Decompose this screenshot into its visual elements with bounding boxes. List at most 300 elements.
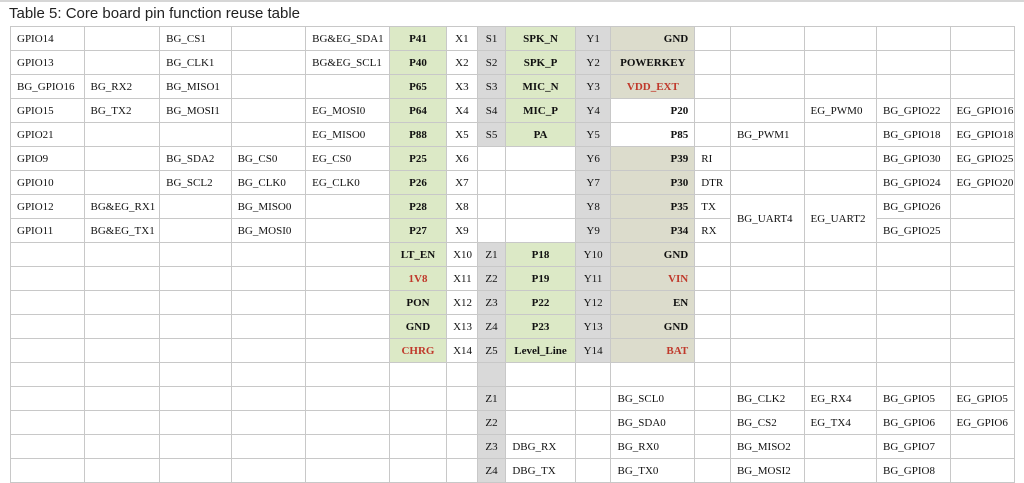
- table-cell: CHRG: [389, 339, 446, 363]
- table-cell: [84, 171, 160, 195]
- table-cell: DTR: [695, 171, 731, 195]
- table-cell: [695, 387, 731, 411]
- table-cell: [389, 363, 446, 387]
- table-cell: [877, 291, 951, 315]
- table-cell: [160, 435, 231, 459]
- table-cell: [84, 51, 160, 75]
- table-cell: [231, 315, 306, 339]
- table-row: [11, 411, 1015, 435]
- table-cell: Z4: [477, 459, 506, 483]
- table-cell: BG_SCL0: [611, 387, 695, 411]
- table-cell: [84, 243, 160, 267]
- table-cell: [730, 51, 804, 75]
- table-cell: P25: [389, 147, 446, 171]
- table-cell: BG_MISO2: [730, 435, 804, 459]
- table-cell: Z5: [477, 339, 506, 363]
- table-cell: BG_TX0: [611, 459, 695, 483]
- table-cell: DBG_RX: [506, 435, 575, 459]
- table-cell: P39: [611, 147, 695, 171]
- table-cell: EG_GPIO25: [950, 147, 1014, 171]
- table-cell: [84, 411, 160, 435]
- table-cell: [730, 315, 804, 339]
- table-cell: [11, 243, 85, 267]
- table-cell: [231, 99, 306, 123]
- table-cell: [695, 291, 731, 315]
- table-row: [11, 315, 1015, 339]
- table-cell: [804, 75, 877, 99]
- table-row: [11, 195, 1015, 219]
- table-cell: [804, 123, 877, 147]
- table-cell: [447, 435, 478, 459]
- table-cell: BG_TX2: [84, 99, 160, 123]
- table-cell: [575, 363, 611, 387]
- top-divider: [0, 0, 1024, 2]
- table-cell: P26: [389, 171, 446, 195]
- table-cell: [84, 123, 160, 147]
- table-cell: X4: [447, 99, 478, 123]
- table-cell: [84, 147, 160, 171]
- table-row: [11, 267, 1015, 291]
- table-cell: BG_GPIO5: [877, 387, 951, 411]
- table-cell: Z1: [477, 387, 506, 411]
- table-cell: [877, 75, 951, 99]
- table-cell: [950, 315, 1014, 339]
- table-cell: BG_SDA0: [611, 411, 695, 435]
- table-cell: P41: [389, 27, 446, 51]
- table-cell: Y3: [575, 75, 611, 99]
- table-cell: Y1: [575, 27, 611, 51]
- table-row: [11, 435, 1015, 459]
- table-cell: [160, 219, 231, 243]
- table-cell: [160, 339, 231, 363]
- table-cell: [950, 219, 1014, 243]
- table-cell: Y9: [575, 219, 611, 243]
- table-cell: [730, 147, 804, 171]
- table-cell: [877, 267, 951, 291]
- table-cell: [306, 411, 390, 435]
- table-cell: P18: [506, 243, 575, 267]
- table-cell: EG_GPIO5: [950, 387, 1014, 411]
- table-cell: POWERKEY: [611, 51, 695, 75]
- table-cell: [804, 27, 877, 51]
- table-cell: [695, 75, 731, 99]
- table-row: [11, 51, 1015, 75]
- table-cell: BG_GPIO8: [877, 459, 951, 483]
- table-cell: [950, 243, 1014, 267]
- table-cell: [877, 51, 951, 75]
- table-cell: [950, 267, 1014, 291]
- table-cell: X6: [447, 147, 478, 171]
- table-cell: [477, 195, 506, 219]
- table-cell: [730, 75, 804, 99]
- table-cell: S3: [477, 75, 506, 99]
- table-cell: Y14: [575, 339, 611, 363]
- table-cell: [306, 243, 390, 267]
- table-cell: BG_GPIO18: [877, 123, 951, 147]
- table-cell: P88: [389, 123, 446, 147]
- table-cell: [877, 339, 951, 363]
- table-cell: [695, 435, 731, 459]
- table-cell: SPK_N: [506, 27, 575, 51]
- table-cell: [231, 411, 306, 435]
- table-cell: [950, 27, 1014, 51]
- table-cell: [695, 27, 731, 51]
- table-cell: [11, 387, 85, 411]
- table-cell: P19: [506, 267, 575, 291]
- table-cell: EG_CLK0: [306, 171, 390, 195]
- table-cell: [231, 339, 306, 363]
- table-cell: [695, 315, 731, 339]
- table-cell: EG_TX4: [804, 411, 877, 435]
- table-cell: [695, 99, 731, 123]
- table-row: [11, 147, 1015, 171]
- table-cell: Y8: [575, 195, 611, 219]
- table-cell: BG_GPIO16: [11, 75, 85, 99]
- table-cell: [160, 387, 231, 411]
- table-cell: MIC_N: [506, 75, 575, 99]
- table-cell: [389, 435, 446, 459]
- table-cell: GPIO21: [11, 123, 85, 147]
- table-row: [11, 339, 1015, 363]
- table-cell: [11, 411, 85, 435]
- table-cell: BG_RX0: [611, 435, 695, 459]
- table-cell: [804, 339, 877, 363]
- table-cell: BG_SCL2: [160, 171, 231, 195]
- table-cell: BG_GPIO6: [877, 411, 951, 435]
- table-cell: X8: [447, 195, 478, 219]
- table-row: [11, 291, 1015, 315]
- table-cell: [231, 291, 306, 315]
- table-cell: Z3: [477, 435, 506, 459]
- table-cell: Y2: [575, 51, 611, 75]
- table-cell: BG_GPIO7: [877, 435, 951, 459]
- table-cell: [730, 243, 804, 267]
- table-cell: [231, 51, 306, 75]
- table-cell: GND: [611, 243, 695, 267]
- table-cell: X3: [447, 75, 478, 99]
- table-cell: [306, 267, 390, 291]
- table-cell: X9: [447, 219, 478, 243]
- table-cell: P35: [611, 195, 695, 219]
- table-cell: [306, 75, 390, 99]
- table-cell: [506, 411, 575, 435]
- table-cell: [804, 267, 877, 291]
- table-cell: X12: [447, 291, 478, 315]
- table-row: [11, 99, 1015, 123]
- table-cell: [804, 51, 877, 75]
- table-cell: [231, 387, 306, 411]
- table-cell: BG&EG_TX1: [84, 219, 160, 243]
- table-cell: Y5: [575, 123, 611, 147]
- table-cell: GPIO10: [11, 171, 85, 195]
- table-cell: [950, 435, 1014, 459]
- table-cell: Z3: [477, 291, 506, 315]
- table-cell: P28: [389, 195, 446, 219]
- table-cell: [11, 363, 85, 387]
- table-cell: [695, 363, 731, 387]
- table-cell: [695, 123, 731, 147]
- table-cell: BAT: [611, 339, 695, 363]
- table-cell: [877, 243, 951, 267]
- table-cell: [11, 315, 85, 339]
- table-cell: [11, 291, 85, 315]
- table-cell: PON: [389, 291, 446, 315]
- table-cell: [306, 291, 390, 315]
- table-cell: [950, 51, 1014, 75]
- table-cell: BG_GPIO30: [877, 147, 951, 171]
- table-cell: [804, 291, 877, 315]
- table-cell: [804, 363, 877, 387]
- table-cell: [575, 387, 611, 411]
- table-cell: [695, 339, 731, 363]
- table-cell: X14: [447, 339, 478, 363]
- table-cell: GPIO11: [11, 219, 85, 243]
- table-row: [11, 75, 1015, 99]
- table-cell: [730, 339, 804, 363]
- table-cell: PA: [506, 123, 575, 147]
- table-cell: [447, 387, 478, 411]
- table-cell: VDD_EXT: [611, 75, 695, 99]
- table-cell: BG&EG_SCL1: [306, 51, 390, 75]
- table-cell: [506, 219, 575, 243]
- table-cell: BG_MISO0: [231, 195, 306, 219]
- table-cell: MIC_P: [506, 99, 575, 123]
- table-cell: BG_GPIO22: [877, 99, 951, 123]
- table-cell: EG_RX4: [804, 387, 877, 411]
- table-cell: [447, 411, 478, 435]
- table-cell: [804, 147, 877, 171]
- table-cell: [477, 147, 506, 171]
- table-row: [11, 171, 1015, 195]
- table-cell: [84, 387, 160, 411]
- table-cell: BG_UART4: [730, 195, 804, 243]
- table-cell: [611, 363, 695, 387]
- table-cell: [160, 411, 231, 435]
- table-cell: [160, 291, 231, 315]
- table-cell: [160, 243, 231, 267]
- table-cell: [389, 411, 446, 435]
- table-cell: S5: [477, 123, 506, 147]
- table-cell: TX: [695, 195, 731, 219]
- table-cell: BG_CLK1: [160, 51, 231, 75]
- table-cell: [477, 363, 506, 387]
- table-cell: [160, 315, 231, 339]
- table-cell: EG_MOSI0: [306, 99, 390, 123]
- table-cell: [160, 195, 231, 219]
- table-cell: S4: [477, 99, 506, 123]
- table-cell: BG_CS0: [231, 147, 306, 171]
- table-cell: [84, 363, 160, 387]
- table-cell: X10: [447, 243, 478, 267]
- table-row: [11, 363, 1015, 387]
- table-cell: [730, 171, 804, 195]
- table-cell: BG_GPIO26: [877, 195, 951, 219]
- table-cell: [950, 339, 1014, 363]
- table-cell: [477, 219, 506, 243]
- table-cell: [84, 339, 160, 363]
- table-cell: [506, 147, 575, 171]
- table-cell: BG_MOSI0: [231, 219, 306, 243]
- table-cell: [877, 27, 951, 51]
- table-cell: [575, 411, 611, 435]
- table-cell: [231, 435, 306, 459]
- table-cell: X2: [447, 51, 478, 75]
- table-cell: S1: [477, 27, 506, 51]
- table-cell: Z4: [477, 315, 506, 339]
- table-cell: [730, 27, 804, 51]
- table-cell: [11, 267, 85, 291]
- table-cell: BG_GPIO25: [877, 219, 951, 243]
- table-cell: GND: [611, 27, 695, 51]
- table-cell: [950, 291, 1014, 315]
- table-cell: P34: [611, 219, 695, 243]
- table-cell: [695, 51, 731, 75]
- table-cell: Y7: [575, 171, 611, 195]
- table-cell: [506, 195, 575, 219]
- table-cell: EG_GPIO20: [950, 171, 1014, 195]
- table-cell: BG_SDA2: [160, 147, 231, 171]
- table-cell: GND: [611, 315, 695, 339]
- table-cell: X5: [447, 123, 478, 147]
- table-cell: [160, 123, 231, 147]
- table-cell: [730, 99, 804, 123]
- table-cell: [11, 339, 85, 363]
- table-cell: X1: [447, 27, 478, 51]
- table-row: [11, 123, 1015, 147]
- table-cell: BG_CLK0: [231, 171, 306, 195]
- table-cell: [730, 267, 804, 291]
- table-cell: SPK_P: [506, 51, 575, 75]
- table-cell: P40: [389, 51, 446, 75]
- table-cell: EG_GPIO18: [950, 123, 1014, 147]
- table-cell: VIN: [611, 267, 695, 291]
- table-cell: P20: [611, 99, 695, 123]
- table-cell: BG_MISO1: [160, 75, 231, 99]
- table-cell: [730, 291, 804, 315]
- table-cell: X11: [447, 267, 478, 291]
- table-cell: BG_MOSI2: [730, 459, 804, 483]
- table-cell: [84, 291, 160, 315]
- table-cell: LT_EN: [389, 243, 446, 267]
- table-cell: [877, 315, 951, 339]
- table-cell: P85: [611, 123, 695, 147]
- table-cell: RI: [695, 147, 731, 171]
- table-cell: [306, 219, 390, 243]
- table-cell: Y6: [575, 147, 611, 171]
- table-cell: GND: [389, 315, 446, 339]
- table-cell: [804, 243, 877, 267]
- table-cell: [231, 267, 306, 291]
- table-cell: [695, 411, 731, 435]
- table-cell: EG_GPIO6: [950, 411, 1014, 435]
- table-cell: [306, 435, 390, 459]
- table-cell: BG_CS1: [160, 27, 231, 51]
- table-cell: GPIO12: [11, 195, 85, 219]
- table-cell: [160, 267, 231, 291]
- table-cell: [84, 435, 160, 459]
- table-cell: BG_GPIO24: [877, 171, 951, 195]
- table-cell: GPIO14: [11, 27, 85, 51]
- table-cell: GPIO15: [11, 99, 85, 123]
- table-cell: [306, 387, 390, 411]
- table-cell: Z2: [477, 267, 506, 291]
- table-cell: P23: [506, 315, 575, 339]
- table-cell: RX: [695, 219, 731, 243]
- table-cell: [306, 339, 390, 363]
- table-cell: EG_PWM0: [804, 99, 877, 123]
- table-cell: 1V8: [389, 267, 446, 291]
- table-cell: [231, 75, 306, 99]
- table-cell: EG_MISO0: [306, 123, 390, 147]
- table-caption: Table 5: Core board pin function reuse table: [9, 5, 301, 22]
- table-cell: BG_MOSI1: [160, 99, 231, 123]
- table-cell: Y13: [575, 315, 611, 339]
- table-cell: [84, 27, 160, 51]
- table-cell: DBG_TX: [506, 459, 575, 483]
- table-cell: [231, 123, 306, 147]
- table-row: [11, 243, 1015, 267]
- table-cell: Y11: [575, 267, 611, 291]
- table-cell: [306, 195, 390, 219]
- table-cell: Y10: [575, 243, 611, 267]
- table-cell: [306, 315, 390, 339]
- table-cell: [804, 171, 877, 195]
- table-cell: Y12: [575, 291, 611, 315]
- table-cell: BG_CLK2: [730, 387, 804, 411]
- table-cell: P65: [389, 75, 446, 99]
- table-row: [11, 387, 1015, 411]
- table-cell: [950, 75, 1014, 99]
- table-cell: [11, 435, 85, 459]
- pin-function-table: [10, 26, 1015, 483]
- table-cell: Z2: [477, 411, 506, 435]
- table-cell: [950, 363, 1014, 387]
- table-cell: P64: [389, 99, 446, 123]
- table-cell: EG_UART2: [804, 195, 877, 243]
- table-cell: X7: [447, 171, 478, 195]
- table-cell: BG&EG_SDA1: [306, 27, 390, 51]
- table-cell: [231, 363, 306, 387]
- table-cell: GPIO13: [11, 51, 85, 75]
- table-cell: [160, 363, 231, 387]
- table-cell: [695, 267, 731, 291]
- table-cell: GPIO9: [11, 147, 85, 171]
- table-cell: [84, 267, 160, 291]
- table-cell: BG_PWM1: [730, 123, 804, 147]
- table-cell: BG&EG_RX1: [84, 195, 160, 219]
- table-cell: [506, 363, 575, 387]
- table-cell: [389, 387, 446, 411]
- table-cell: Y4: [575, 99, 611, 123]
- table-cell: EG_CS0: [306, 147, 390, 171]
- table-cell: [477, 171, 506, 195]
- table-cell: [804, 315, 877, 339]
- table-cell: P30: [611, 171, 695, 195]
- table-cell: Z1: [477, 243, 506, 267]
- table-cell: EN: [611, 291, 695, 315]
- table-cell: [877, 363, 951, 387]
- table-cell: P22: [506, 291, 575, 315]
- table-cell: X13: [447, 315, 478, 339]
- table-cell: [506, 171, 575, 195]
- table-cell: Level_Line: [506, 339, 575, 363]
- table-cell: [506, 387, 575, 411]
- table-cell: [730, 363, 804, 387]
- table-cell: [306, 363, 390, 387]
- table-row: [11, 27, 1015, 51]
- table-cell: [231, 27, 306, 51]
- table-cell: P27: [389, 219, 446, 243]
